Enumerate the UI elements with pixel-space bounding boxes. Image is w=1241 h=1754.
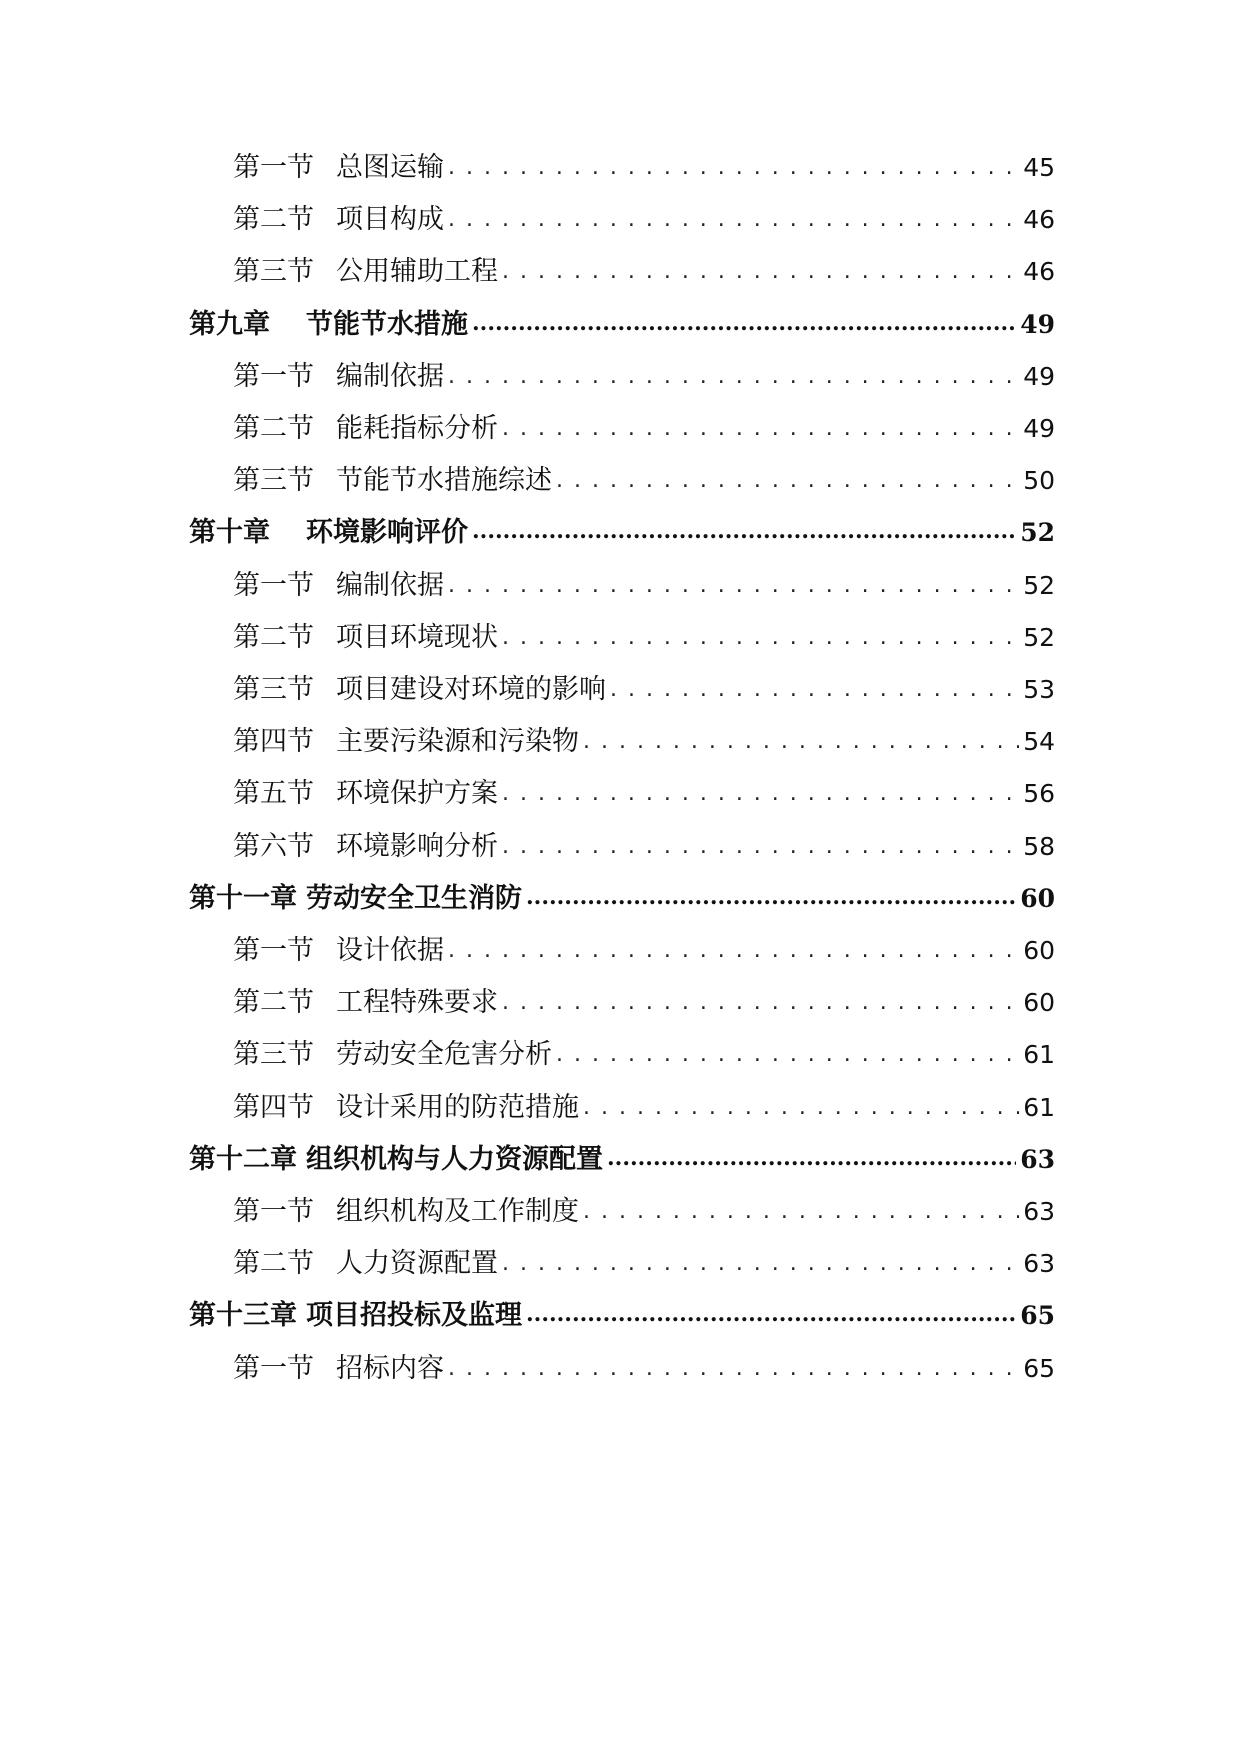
page-number: 46 [1023,205,1055,234]
section-title: 劳动安全危害分析 [336,1039,552,1070]
page-number: 52 [1023,571,1055,600]
section-number: 第二节 [233,413,314,444]
dot-leader [448,149,1019,176]
section-number: 第四节 [233,1092,314,1123]
dot-leader [583,1193,1019,1220]
page-number: 49 [1020,310,1055,339]
dot-leader [502,253,1019,280]
chapter-number: 第十三章 [189,1300,297,1331]
section-title: 项目环境现状 [336,622,498,653]
page-number: 52 [1023,623,1055,652]
section-title: 人力资源配置 [336,1248,498,1279]
toc-section-entry[interactable] [233,1346,1055,1386]
toc-section-entry[interactable] [233,667,1055,707]
toc-section-entry[interactable] [233,719,1055,759]
section-number: 第一节 [233,1196,314,1227]
section-title: 编制依据 [336,361,444,392]
chapter-number: 第十章 [189,517,270,548]
chapter-number: 第十一章 [189,883,297,914]
dot-leader [607,1141,1016,1168]
section-title: 项目建设对环境的影响 [336,674,606,705]
toc-section-entry[interactable] [233,197,1055,237]
page-number: 49 [1023,414,1055,443]
toc-chapter-entry[interactable] [189,876,1055,916]
toc-section-entry[interactable] [233,1241,1055,1281]
dot-leader [610,671,1019,698]
section-title: 组织机构及工作制度 [336,1196,579,1227]
page-number: 58 [1023,832,1055,861]
toc-section-entry[interactable] [233,563,1055,603]
section-number: 第一节 [233,570,314,601]
toc-section-entry[interactable] [233,1189,1055,1229]
chapter-number: 第九章 [189,309,270,340]
page-number: 49 [1023,362,1055,391]
dot-leader [583,1089,1019,1116]
chapter-title: 环境影响评价 [306,517,468,548]
section-number: 第二节 [233,204,314,235]
section-number: 第三节 [233,1039,314,1070]
section-title: 项目构成 [336,204,444,235]
dot-leader [448,201,1019,228]
toc-section-entry[interactable] [233,354,1055,394]
page-number: 60 [1023,988,1055,1017]
page-number: 46 [1023,257,1055,286]
toc-chapter-entry[interactable] [189,510,1055,550]
section-number: 第一节 [233,935,314,966]
dot-leader [526,880,1016,907]
page-number: 61 [1023,1040,1055,1069]
dot-leader [448,932,1019,959]
chapter-title: 项目招投标及监理 [306,1300,522,1331]
toc-section-entry[interactable] [233,249,1055,289]
toc-section-entry[interactable] [233,1085,1055,1125]
dot-leader [472,514,1016,541]
toc-section-entry[interactable] [233,615,1055,655]
section-title: 设计依据 [336,935,444,966]
page-number: 63 [1023,1197,1055,1226]
toc-section-entry[interactable] [233,928,1055,968]
section-number: 第三节 [233,465,314,496]
dot-leader [502,775,1019,802]
toc-section-entry[interactable] [233,458,1055,498]
section-number: 第三节 [233,256,314,287]
dot-leader [502,984,1019,1011]
chapter-title: 劳动安全卫生消防 [306,883,522,914]
toc-chapter-entry[interactable] [189,1293,1055,1333]
section-title: 能耗指标分析 [336,413,498,444]
page-number: 53 [1023,675,1055,704]
dot-leader [556,1036,1019,1063]
section-title: 编制依据 [336,570,444,601]
dot-leader [448,358,1019,385]
section-number: 第二节 [233,987,314,1018]
toc-section-entry[interactable] [233,406,1055,446]
dot-leader [502,1245,1019,1272]
section-number: 第四节 [233,726,314,757]
page-number: 63 [1020,1145,1055,1174]
section-number: 第二节 [233,1248,314,1279]
toc-chapter-entry[interactable] [189,1137,1055,1177]
section-number: 第二节 [233,622,314,653]
section-title: 环境影响分析 [336,831,498,862]
page-number: 60 [1020,884,1055,913]
page-number: 56 [1023,779,1055,808]
section-number: 第一节 [233,1353,314,1384]
section-number: 第六节 [233,831,314,862]
page-number: 50 [1023,466,1055,495]
page-number: 65 [1023,1354,1055,1383]
toc-section-entry[interactable] [233,824,1055,864]
chapter-number: 第十二章 [189,1144,297,1175]
section-title: 总图运输 [336,152,444,183]
page-number: 61 [1023,1093,1055,1122]
dot-leader [556,462,1019,489]
page-number: 52 [1020,518,1055,547]
page-number: 60 [1023,936,1055,965]
dot-leader [502,828,1019,855]
section-title: 工程特殊要求 [336,987,498,1018]
toc-section-entry[interactable] [233,1032,1055,1072]
section-number: 第五节 [233,778,314,809]
page-number: 65 [1020,1301,1055,1330]
chapter-title: 组织机构与人力资源配置 [306,1144,603,1175]
dot-leader [502,619,1019,646]
section-title: 环境保护方案 [336,778,498,809]
toc-section-entry[interactable] [233,145,1055,185]
section-title: 节能节水措施综述 [336,465,552,496]
chapter-title: 节能节水措施 [306,309,468,340]
dot-leader [472,306,1016,333]
section-number: 第一节 [233,361,314,392]
section-number: 第三节 [233,674,314,705]
section-title: 设计采用的防范措施 [336,1092,579,1123]
toc-section-entry[interactable] [233,980,1055,1020]
dot-leader [502,410,1019,437]
page-number: 54 [1023,727,1055,756]
page-number: 63 [1023,1249,1055,1278]
section-number: 第一节 [233,152,314,183]
section-title: 公用辅助工程 [336,256,498,287]
toc-section-entry[interactable] [233,771,1055,811]
section-title: 招标内容 [336,1353,444,1384]
section-title: 主要污染源和污染物 [336,726,579,757]
dot-leader [448,567,1019,594]
dot-leader [526,1297,1016,1324]
toc-chapter-entry[interactable] [189,302,1055,342]
dot-leader [448,1350,1019,1377]
page-number: 45 [1023,153,1055,182]
dot-leader [583,723,1019,750]
